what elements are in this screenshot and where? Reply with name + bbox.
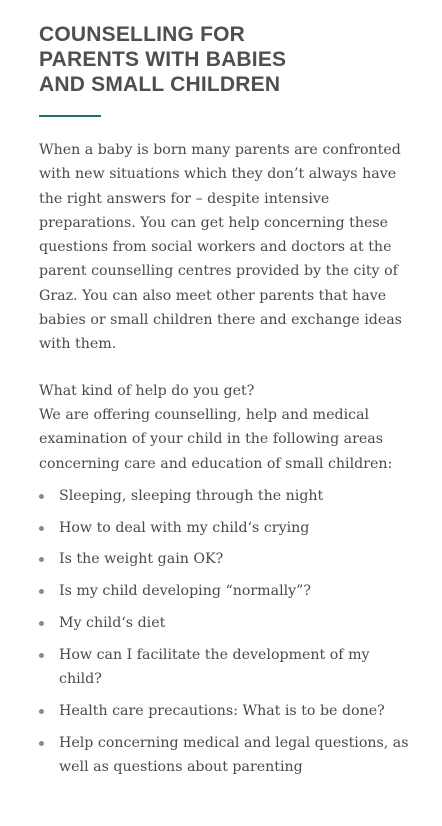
list-item [39,579,409,603]
bullet-icon [39,653,44,658]
bullet-icon [39,526,44,531]
help-topics-list [39,484,409,779]
title-line-1: COUNSELLING FOR [39,23,245,46]
bullet-icon [39,589,44,594]
bullet-icon [39,494,44,499]
page-title [39,22,409,97]
title-underline-rule [39,115,101,117]
bullet-icon [39,709,44,714]
list-item [39,547,409,571]
title-line-2: PARENTS WITH BABIES [39,48,287,71]
list-item-text: Health care precautions: What is to be done? [59,702,385,719]
list-item-text: Is my child developing “normally”? [59,583,312,600]
help-heading: What kind of help do you get? [39,382,255,399]
list-item [39,516,409,540]
list-item-text: How to deal with my child‘s crying [59,519,310,536]
list-item [39,731,409,780]
list-item [39,611,409,635]
counselling-article [39,22,409,787]
list-item-text: Is the weight gain OK? [59,551,224,568]
bullet-icon [39,741,44,746]
list-item-text: How can I facilitate the development of my child? [59,646,370,688]
help-description: We are offering counselling, help and medical examination of your child in the following areas concerning care and education of small children: [39,406,393,472]
list-item-text: Sleeping, sleeping through the night [59,487,324,504]
bullet-icon [39,621,44,626]
bullet-icon [39,557,44,562]
list-item-text: Help concerning medical and legal questions, as well as questions about parenting [59,734,409,776]
list-item-text: My child‘s diet [59,615,166,632]
list-item [39,484,409,508]
intro-paragraph: When a baby is born many parents are confronted with new situations which they don’t always have the right answers for – despite intensive preparations. You can get help concerning these questions from social workers and doctors at the parent counselling centres provided by the city of Graz. You can also meet other parents that have babies or small children there and exchange ideas with them. [39,142,402,353]
list-item [39,699,409,723]
title-line-3: AND SMALL CHILDREN [39,73,281,96]
list-item [39,643,409,692]
